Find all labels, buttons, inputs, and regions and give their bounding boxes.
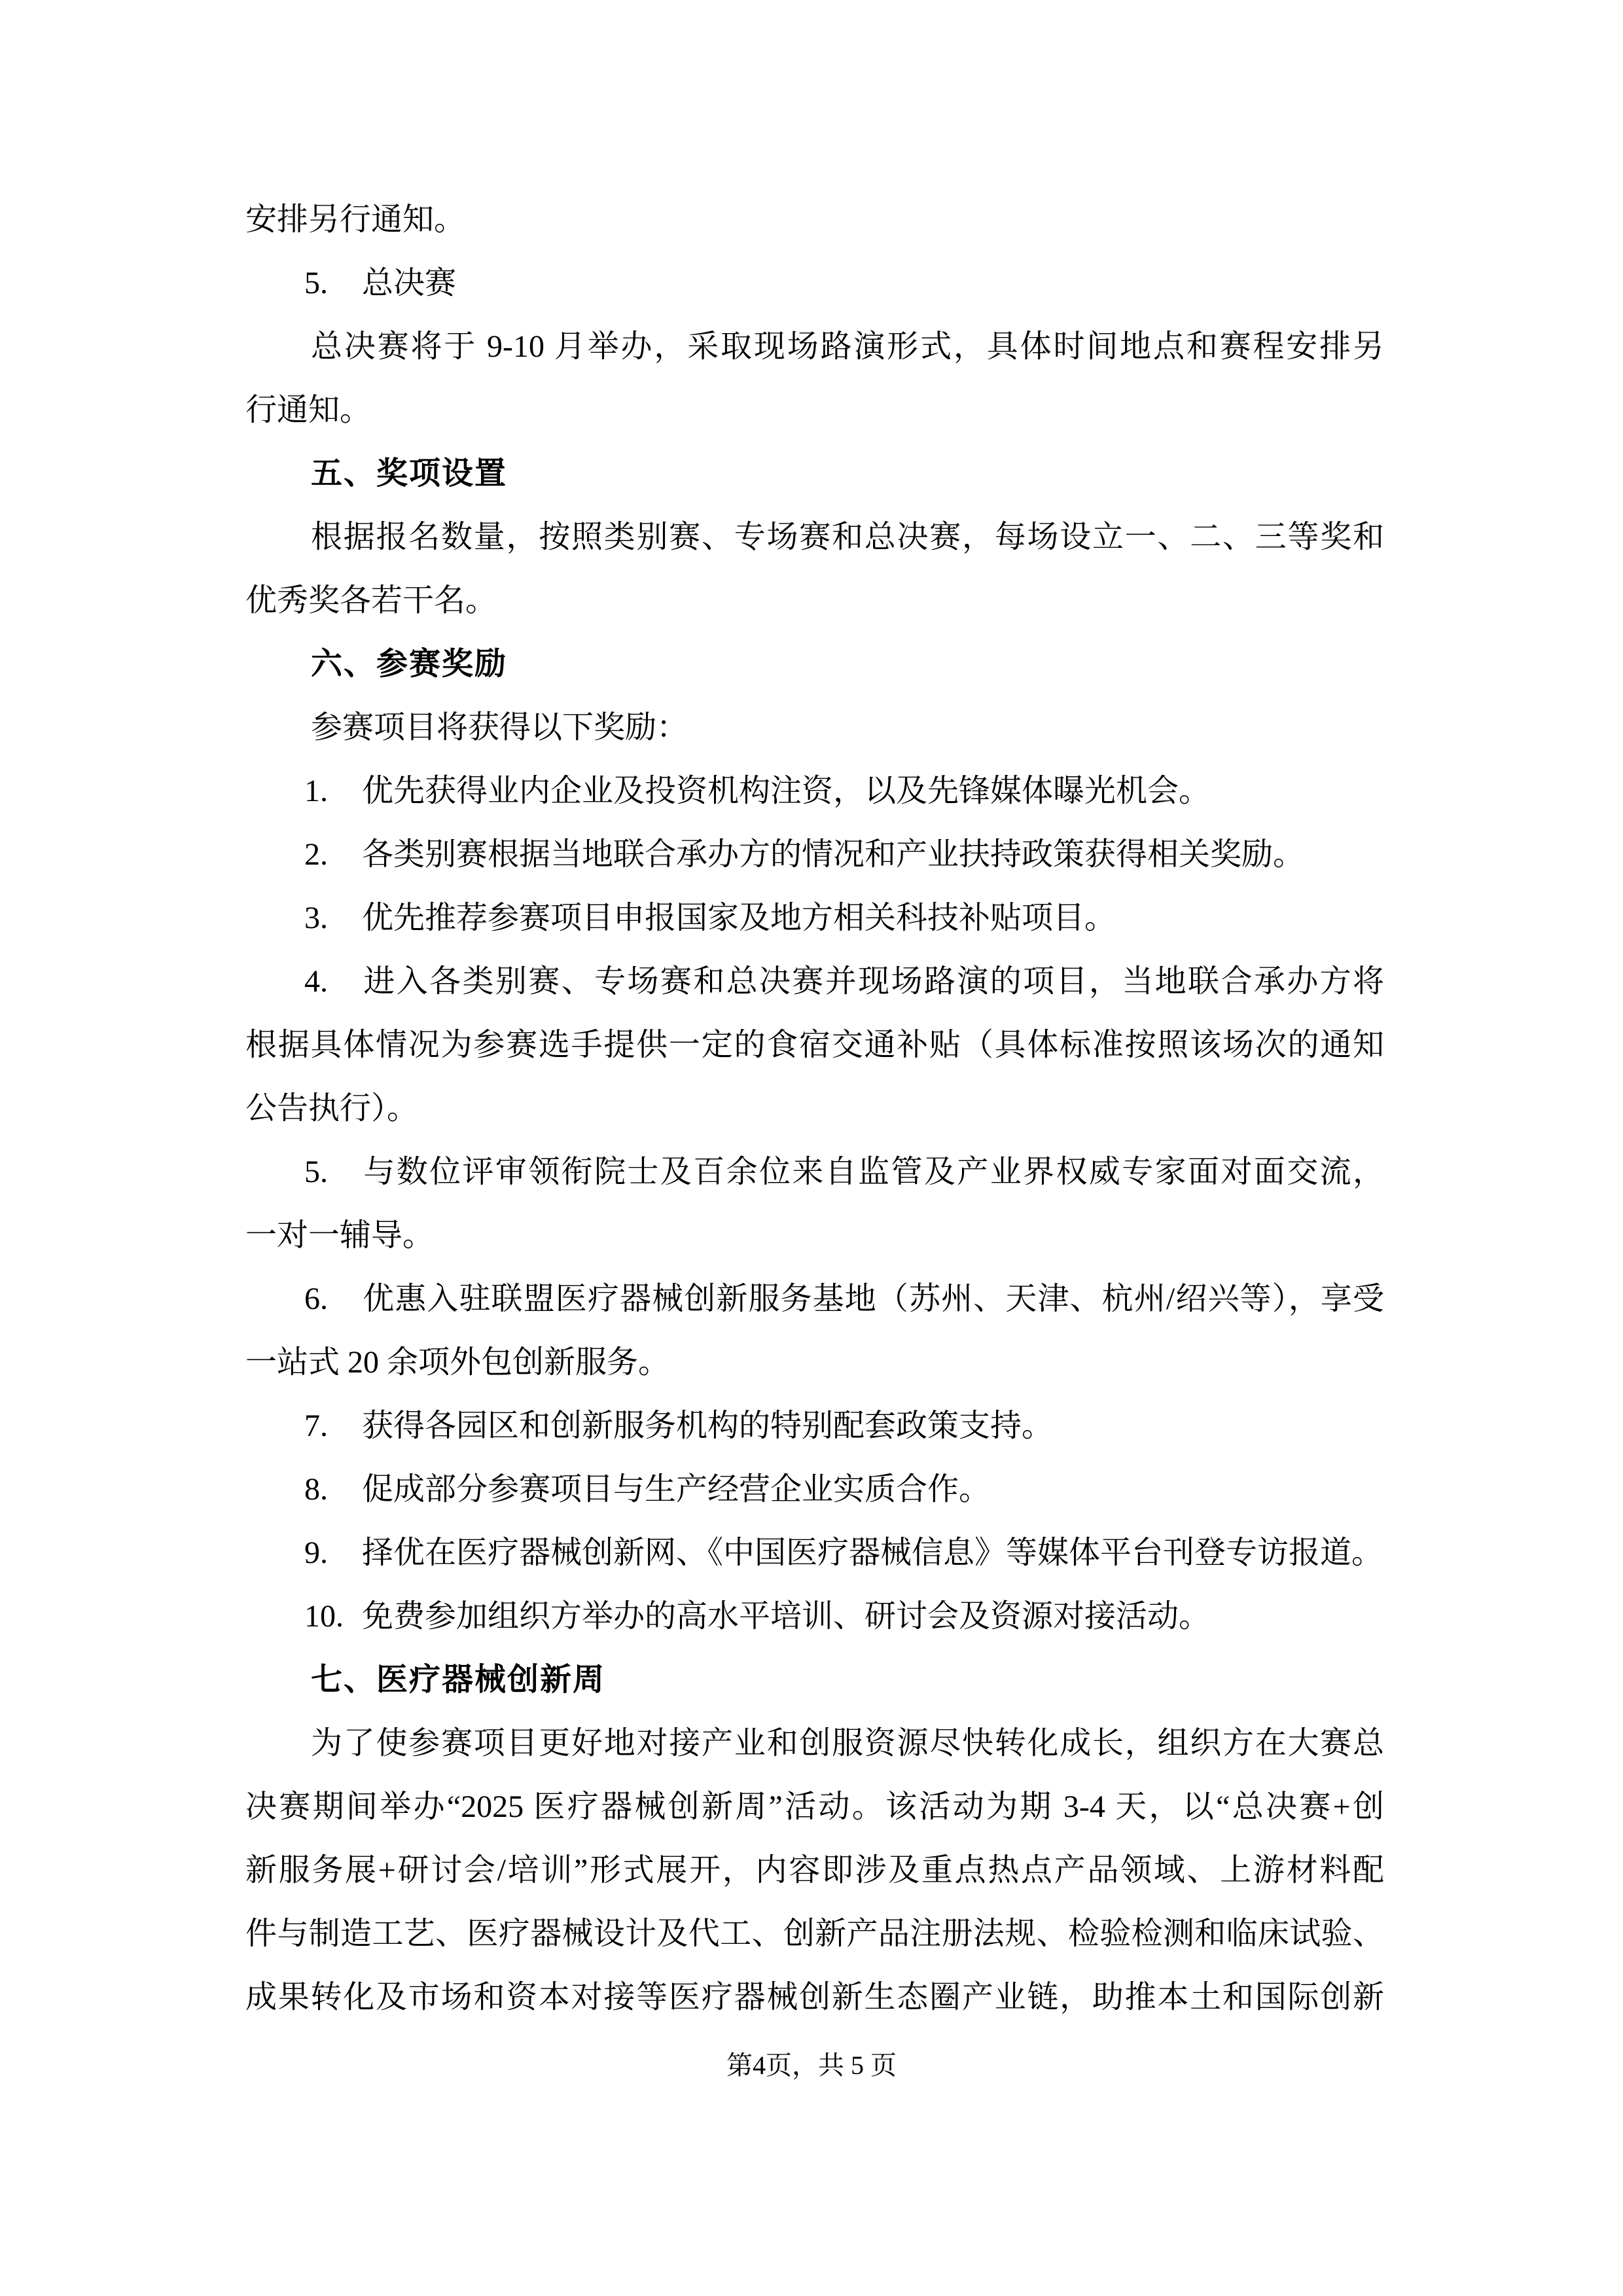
list-item-text: 各类别赛根据当地联合承办方的情况和产业扶持政策获得相关奖励。 xyxy=(362,837,1305,872)
list-item-text: 与数位评审领衔院士及百余位来自监管及产业界权威专家面对面交流， xyxy=(362,1155,1384,1189)
text-line: 公告执行）。 xyxy=(245,1091,419,1126)
text-line: 安排另行通知。 xyxy=(245,202,466,237)
text-line: 行通知。 xyxy=(245,393,372,427)
text-line: 决赛期间举办“2025 医疗器械创新周”活动。该活动为期 3-4 天，以“总决赛+创 xyxy=(245,1789,1384,1824)
list-number: 5. xyxy=(304,1155,328,1189)
page-number-text: 第4页，共 5 页 xyxy=(726,2051,897,2080)
list-item-text: 总决赛 xyxy=(362,266,457,300)
page-footer xyxy=(0,2046,1623,2085)
list-number: 8. xyxy=(304,1472,328,1507)
text-line: 一对一辅导。 xyxy=(245,1218,435,1253)
text-line xyxy=(245,1394,1384,1458)
text-line: 根据具体情况为参赛选手提供一定的食宿交通补贴（具体标准按照该场次的通知 xyxy=(245,1028,1384,1062)
list-item-text: 促成部分参赛项目与生产经营企业实质合作。 xyxy=(362,1472,991,1507)
list-number: 5. xyxy=(304,266,328,300)
list-item-text: 优惠入驻联盟医疗器械创新服务基地（苏州、天津、杭州/绍兴等），享受 xyxy=(362,1282,1384,1316)
list-item-text: 优先获得业内企业及投资机构注资，以及先锋媒体曝光机会。 xyxy=(362,774,1211,808)
list-number: 7. xyxy=(304,1408,328,1443)
list-number: 1. xyxy=(304,774,328,808)
list-number: 4. xyxy=(304,964,328,999)
list-item-text: 进入各类别赛、专场赛和总决赛并现场路演的项目，当地联合承办方将 xyxy=(362,964,1384,999)
text-line xyxy=(245,251,1384,315)
document-body xyxy=(245,188,1384,2029)
text-line xyxy=(245,1458,1384,1521)
text-line: 总决赛将于 9-10 月举办，采取现场路演形式，具体时间地点和赛程安排另 xyxy=(311,329,1384,364)
text-line: 件与制造工艺、医疗器械设计及代工、创新产品注册法规、检验检测和临床试验、 xyxy=(245,1916,1384,1951)
text-line xyxy=(245,759,1384,823)
text-line xyxy=(245,1585,1384,1648)
list-item-text: 择优在医疗器械创新网、《中国医疗器械信息》等媒体平台刊登专访报道。 xyxy=(362,1535,1383,1570)
text-line: 根据报名数量，按照类别赛、专场赛和总决赛，每场设立一、二、三等奖和 xyxy=(311,520,1384,554)
text-line xyxy=(245,823,1384,886)
section-heading: 六、参赛奖励 xyxy=(311,647,508,681)
text-line: 一站式 20 余项外包创新服务。 xyxy=(245,1345,670,1380)
section-heading: 五、奖项设置 xyxy=(311,456,508,491)
text-line: 为了使参赛项目更好地对接产业和创服资源尽快转化成长，组织方在大赛总 xyxy=(311,1726,1384,1761)
text-line xyxy=(245,886,1384,950)
list-item-text: 优先推荐参赛项目申报国家及地方相关科技补贴项目。 xyxy=(362,901,1116,935)
section-heading: 七、医疗器械创新周 xyxy=(311,1662,606,1697)
text-line: 新服务展+研讨会/培训”形式展开，内容即涉及重点热点产品领域、上游材料配 xyxy=(245,1853,1384,1888)
list-item-text: 获得各园区和创新服务机构的特别配套政策支持。 xyxy=(362,1408,1054,1443)
list-number: 2. xyxy=(304,837,328,872)
text-line xyxy=(245,1140,1384,1204)
list-item-text: 免费参加组织方举办的高水平培训、研讨会及资源对接活动。 xyxy=(362,1599,1211,1634)
text-line xyxy=(245,1267,1384,1331)
text-line: 参赛项目将获得以下奖励： xyxy=(311,710,688,745)
list-number: 6. xyxy=(304,1282,328,1316)
text-line xyxy=(245,1521,1384,1585)
text-line: 优秀奖各若干名。 xyxy=(245,583,497,618)
list-number: 10. xyxy=(304,1599,344,1634)
list-number: 3. xyxy=(304,901,328,935)
list-number: 9. xyxy=(304,1535,328,1570)
text-line xyxy=(245,950,1384,1013)
text-line: 成果转化及市场和资本对接等医疗器械创新生态圈产业链，助推本土和国际创新 xyxy=(245,1980,1384,2015)
